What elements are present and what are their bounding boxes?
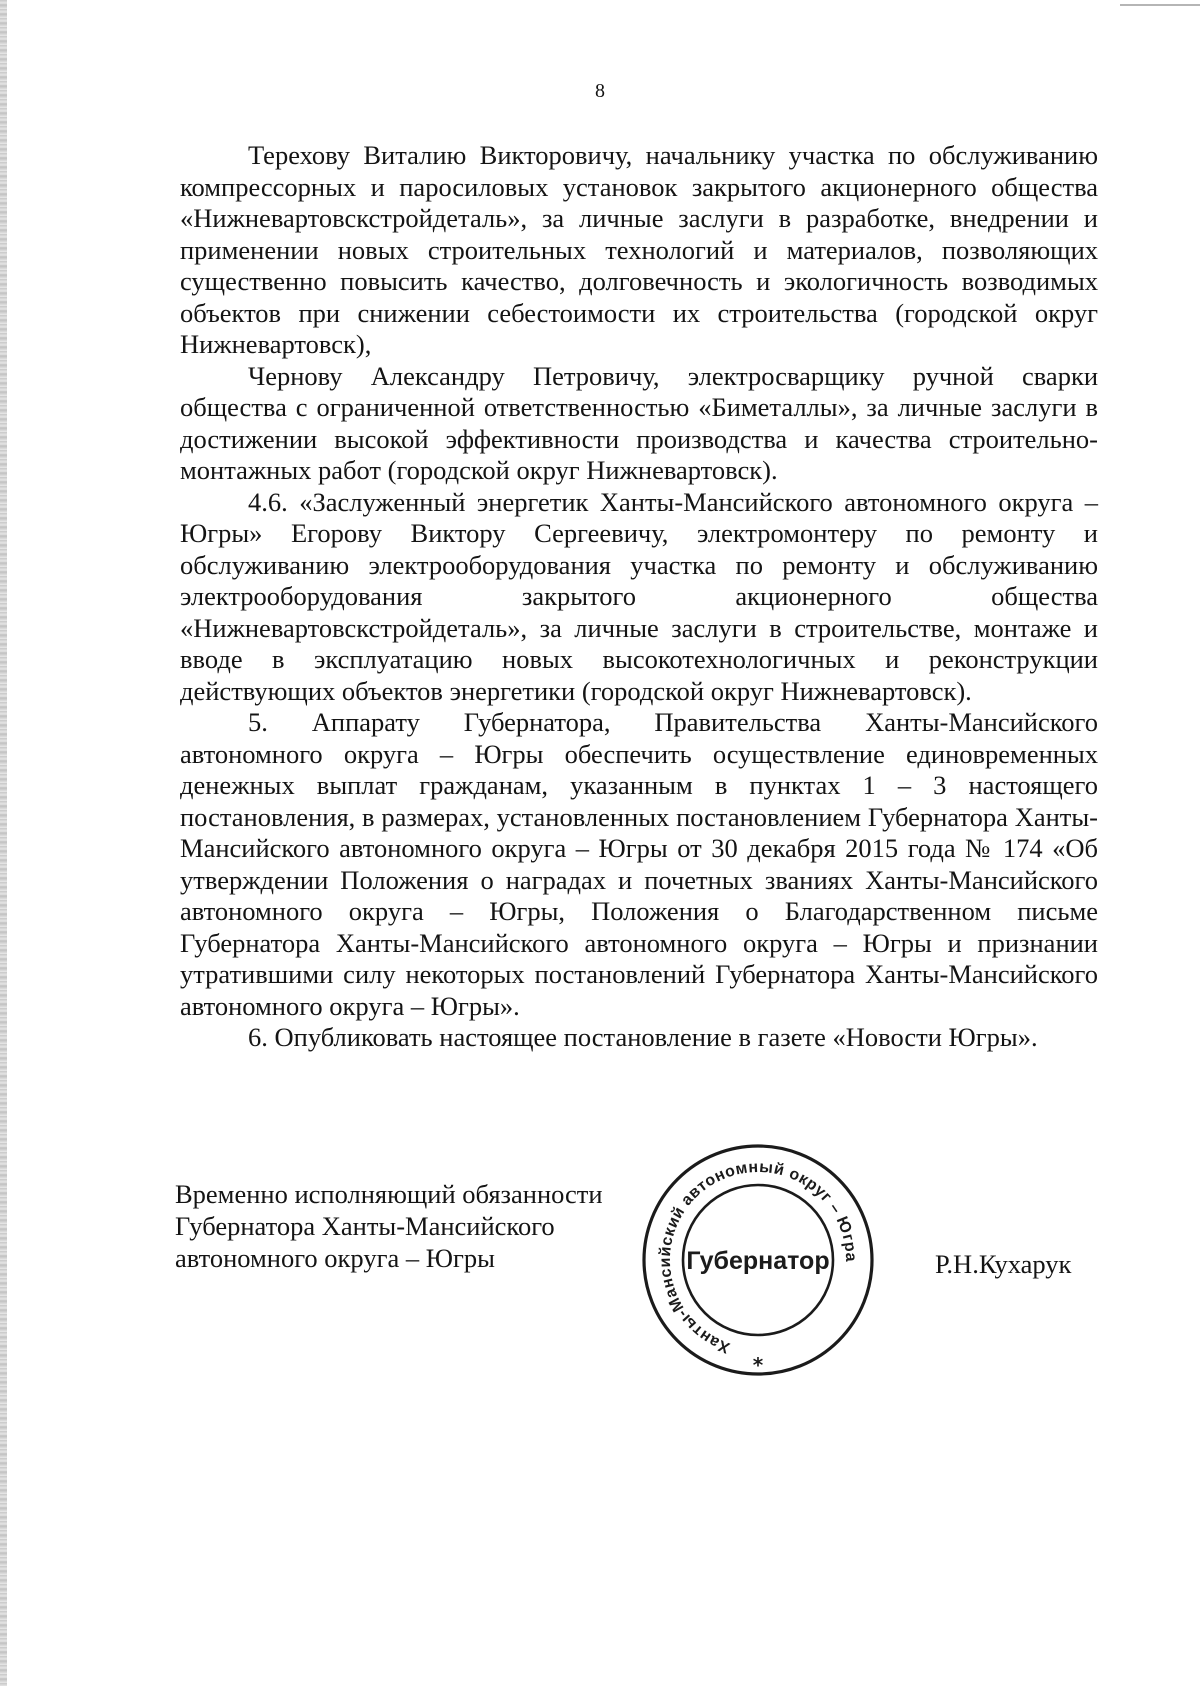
page-number: 8 [595,80,605,102]
signature-position-line-2: Губернатора Ханты-Мансийского [175,1211,555,1241]
document-body [180,140,1098,1054]
governor-seal [638,1140,878,1380]
paragraph-item-4-6: 4.6. «Заслуженный энергетик Ханты-Мансийского автономного округа – Югры» Егорову Виктору Сергеевичу, электромонтеру по ремонту и обслуживанию электрооборудования участка по ремонту и обслуживанию электрооборудования закрытого акционерного общества «Нижневартовскстройдеталь», за личные заслуги в строительстве, монтаже и вводе в эксплуатацию новых высокотехнологичных и реконструкции действующих объектов энергетики (городской округ Нижневартовск). [180,486,1098,706]
seal-star: * [752,1353,764,1377]
paragraph-chernov: Чернову Александру Петровичу, электросварщику ручной сварки общества с ограниченной ответственностью «Биметаллы», за личные заслуги в достижении высокой эффективности производства и качества строительно-монтажных работ (городской округ Нижневартовск). [180,360,1098,485]
paragraph-item-6: 6. Опубликовать настоящее постановление в газете «Новости Югры». [248,1022,1038,1052]
signature-position-line-3: автономного округа – Югры [175,1243,495,1273]
signer-name: Р.Н.Кухарук [935,1249,1072,1279]
scan-edge-top-right [1120,4,1200,6]
scan-edge-left [0,0,7,1686]
signature-position-line-1: Временно исполняющий обязанности [175,1179,603,1209]
signature-position [175,1178,603,1274]
seal-ring-textpath: Ханты-Мансийский автономный округ – Югра [656,1158,860,1356]
paragraph-terekhov: Терехову Виталию Викторовичу, начальнику участка по обслуживанию компрессорных и паросиловых установок закрытого акционерного общества «Нижневартовскстройдеталь», за личные заслуги в разработке, внедрении и применении новых строительных технологий и материалов, позволяющих существенно повысить качество, долговечность и экологичность возводимых объектов при снижении себестоимости их строительства (городской округ Нижневартовск), [180,140,1098,359]
seal-center-text: Губернатор [686,1247,830,1275]
paragraph-item-5: 5. Аппарату Губернатора, Правительства Ханты-Мансийского автономного округа – Югры обеспечить осуществление единовременных денежных выплат гражданам, указанным в пунктах 1 – 3 настоящего постановления, в размерах, установленных постановлением Губернатора Ханты-Мансийского автономного округа – Югры от 30 декабря 2015 года № 174 «Об утверждении Положения о наградах и почетных званиях Ханты-Мансийского автономного округа – Югры, Положения о Благодарственном письме Губернатора Ханты-Мансийского автономного округа – Югры и признании утратившими силу некоторых постановлений Губернатора Ханты-Мансийского автономного округа – Югры». [180,707,1098,1021]
